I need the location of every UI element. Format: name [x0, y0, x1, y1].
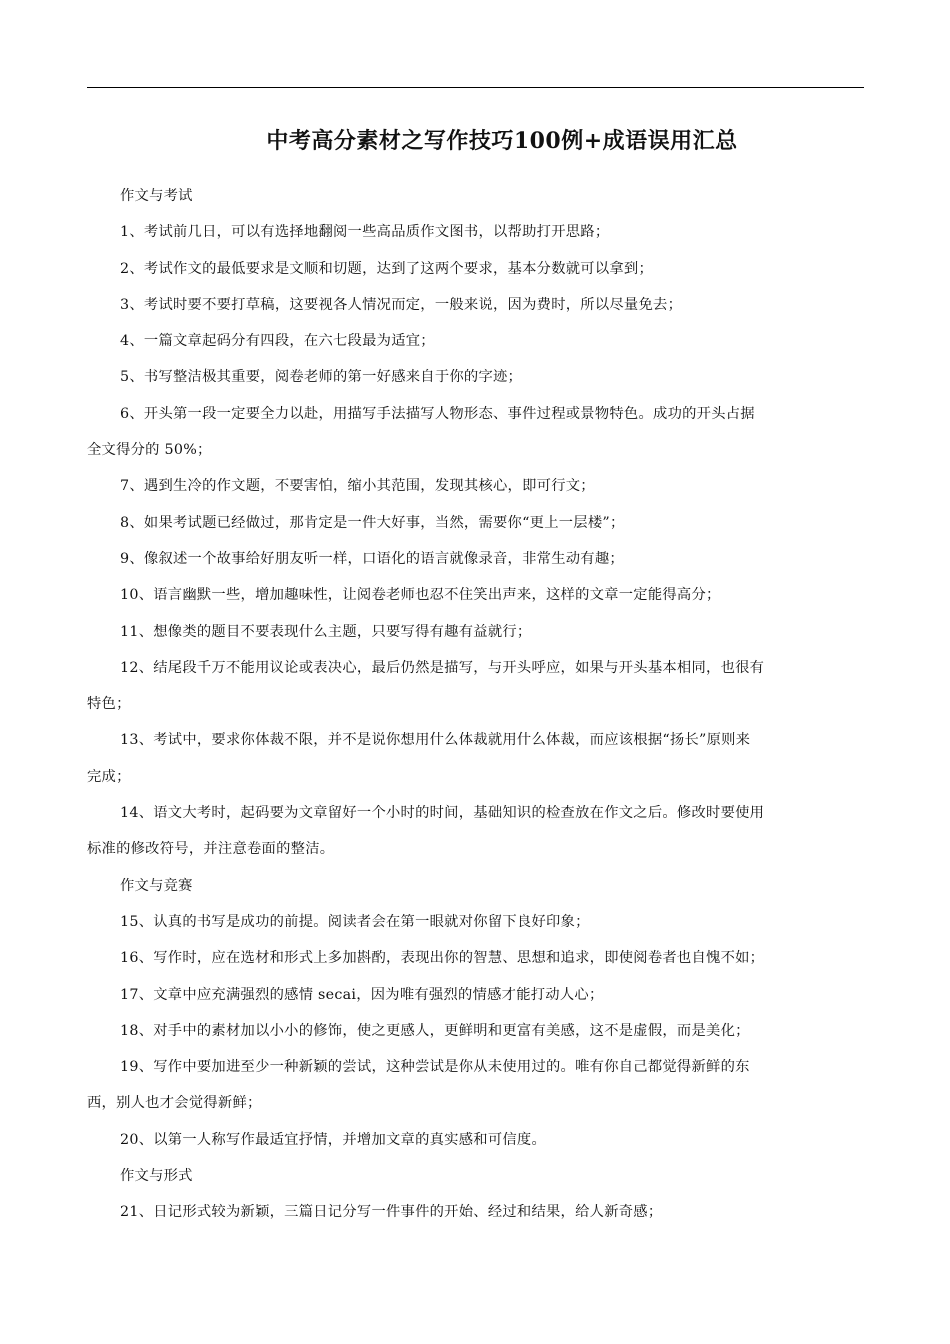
list-item: 1、考试前几日，可以有选择地翻阅一些高品质作文图书，以帮助打开思路； — [120, 224, 610, 241]
list-item: 9、像叙述一个故事给好朋友听一样，口语化的语言就像录音，非常生动有趣； — [120, 550, 624, 567]
list-item: 17、文章中应充满强烈的感情 secai，因为唯有强烈的情感才能打动人心； — [120, 986, 604, 1003]
list-item: 2、考试作文的最低要求是文顺和切题，达到了这两个要求，基本分数就可以拿到； — [120, 260, 654, 277]
paragraph-continuation: 完成； — [87, 768, 131, 785]
list-item: 21、日记形式较为新颖，三篇日记分写一件事件的开始、经过和结果，给人新奇感； — [120, 1204, 663, 1221]
list-item: 20、以第一人称写作最适宜抒情，并增加文章的真实感和可信度。 — [120, 1131, 547, 1148]
list-item: 13、考试中，要求你体裁不限，并不是说你想用什么体裁就用什么体裁，而应该根据“扬长”原则来 — [120, 732, 751, 749]
list-item: 7、遇到生冷的作文题，不要害怕，缩小其范围，发现其核心，即可行文； — [120, 478, 595, 495]
paragraph-continuation: 特色； — [87, 696, 131, 713]
section-heading: 作文与竞赛 — [120, 877, 193, 894]
list-item: 6、开头第一段一定要全力以赴，用描写手法描写人物形态、事件过程或景物特色。成功的开头占据 — [120, 405, 755, 422]
document-title: 中考高分素材之写作技巧100例+成语误用汇总 — [266, 128, 738, 154]
paragraph-continuation: 全文得分的 50%； — [87, 442, 212, 459]
list-item: 5、书写整洁极其重要，阅卷老师的第一好感来自于你的字迹； — [120, 369, 523, 386]
section-heading: 作文与形式 — [120, 1168, 193, 1185]
list-item: 19、写作中要加进至少一种新颖的尝试，这种尝试是你从未使用过的。唯有你自己都觉得新鲜的东 — [120, 1059, 750, 1076]
list-item: 15、认真的书写是成功的前提。阅读者会在第一眼就对你留下良好印象； — [120, 913, 590, 930]
paragraph-continuation: 标准的修改符号，并注意卷面的整洁。 — [87, 841, 335, 858]
list-item: 8、如果考试题已经做过，那肯定是一件大好事，当然，需要你“更上一层楼”； — [120, 514, 625, 531]
header-rule — [87, 87, 864, 88]
section-heading: 作文与考试 — [120, 188, 193, 204]
paragraph-continuation: 西，别人也才会觉得新鲜； — [87, 1095, 262, 1112]
list-item: 16、写作时，应在选材和形式上多加斟酌，表现出你的智慧、思想和追求，即使阅卷者也自愧不如； — [120, 950, 765, 967]
list-item: 14、语文大考时，起码要为文章留好一个小时的时间，基础知识的检查放在作文之后。修改时要使用 — [120, 805, 765, 822]
list-item: 10、语言幽默一些，增加趣味性，让阅卷老师也忍不住笑出声来，这样的文章一定能得高分； — [120, 587, 721, 604]
list-item: 11、想像类的题目不要表现什么主题，只要写得有趣有益就行； — [120, 623, 532, 640]
list-item: 3、考试时要不要打草稿，这要视各人情况而定，一般来说，因为费时，所以尽量免去； — [120, 296, 683, 313]
list-item: 18、对手中的素材加以小小的修饰，使之更感人，更鲜明和更富有美感，这不是虚假，而是美化； — [120, 1022, 750, 1039]
list-item: 4、一篇文章起码分有四段，在六七段最为适宜； — [120, 333, 435, 350]
list-item: 12、结尾段千万不能用议论或表决心，最后仍然是描写，与开头呼应，如果与开头基本相同，也很有 — [120, 659, 765, 676]
document-body — [87, 178, 865, 1231]
